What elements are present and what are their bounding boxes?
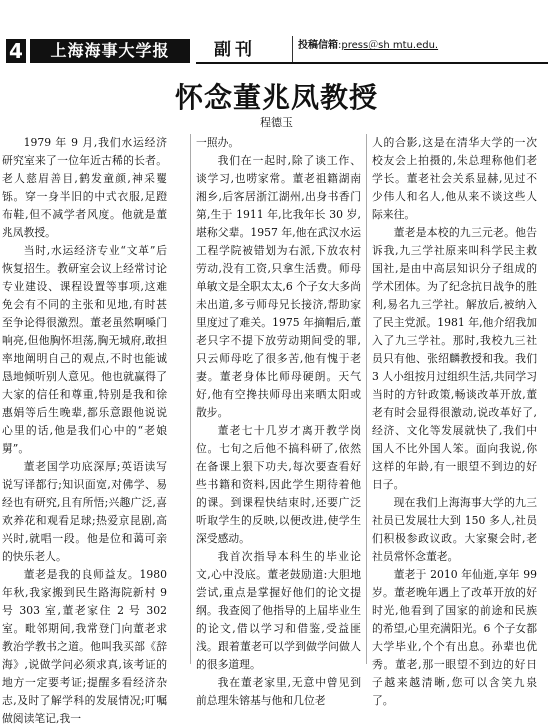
article-author: 程德玉 [260,116,293,129]
paragraph: 我首次指导本科生的毕业论文,心中没底。董老鼓励道:大胆地尝试,重点是掌握好他们的论文提纲。我查阅了他指导的上届毕业生的论文,借以学习和借鉴,受益匪浅。跟着董老可以学到做学问做人的很多道理。 [196,550,361,671]
paragraph: 1979 年 9 月,我们水运经济研究室来了一位年近古稀的长者。老人慈眉善目,鹤发童颜,神采矍铄。穿一身半旧的中式衣服,足蹬布鞋,但不减学者风度。他就是董兆凤教授。 [2,136,167,239]
article-title: 怀念董兆凤教授 [174,81,378,114]
paragraph: 现在我们上海海事大学的九三社员已发展壮大到 150 多人,社员们积极参政议政。大家聚会时,老社员常怀念董老。 [372,496,537,563]
paragraph: 董老是我的良师益友。1980 年秋,我家搬到民生路海院新村 9 号 303 室,董老家住 2 号 302 室。毗邻期间,我常登门向董老求教治学教书之道。他叫我买部《辞海》,说做学问必须求真,该考证的地方一定要考证;提醒多看经济杂志,及时了解学科的发展情况;叮嘱做阅读笔记,我一 [2,568,167,725]
article-column-2 [196,134,361,707]
newspaper-header [0,0,553,70]
article-column-3 [372,134,537,707]
column-divider [190,134,191,664]
paragraph: 我们在一起时,除了谈工作、谈学习,也唠家常。董老祖籍湖南湘乡,后客居浙江湖州,出身书香门第,生于 1911 年,比我年长 30 岁,堪称父辈。1957 年,他在武汉水运工程学院被错划为右派,下放农村劳动,没有工资,只拿生活费。师母单敏文是全职太太,6 个子女大多尚未出道,多亏师母兄长接济,帮助家里度过了难关。1975 年摘帽后,董老只字不提下放劳动期间受的罪,只云师母吃了很多苦,他有愧于老妻。董老身体比师母硬朗。天气好,他有空搀扶师母出来晒太阳或散步。 [196,154,361,419]
contact-email[interactable]: press＠sh mtu.edu. [341,40,439,51]
header-rule [196,62,548,64]
contact-line: 投稿信箱:press＠sh mtu.edu. [298,40,439,51]
paragraph: 一照办。 [196,136,240,149]
article-column-1 [2,134,167,725]
newspaper-logo: 上海海事大学报 [30,39,190,63]
paragraph: 董老国学功底深厚;英语读写说写译都行;知识面宽,对佛学、易经也有研究,且有所悟;兴趣广泛,喜欢养花和观看足球;热爱京昆剧,高兴时,就唱一段。他是位和蔼可亲的快乐老人。 [2,460,167,563]
column-divider [366,134,367,664]
paragraph: 人的合影,这是在清华大学的一次校友会上拍摄的,朱总理称他们老学长。董老社会关系显赫,见过不少伟人和名人,他从来不谈这些人际来往。 [372,136,537,221]
paragraph: 当时,水运经济专业“文革”后恢复招生。教研室会议上经常讨论专业建设、课程设置等事项,这难免会有不同的主张和见地,有时甚至争论得很激烈。董老虽然啊嗓门响亮,但他胸怀坦荡,胸无城府,敢担率地阐明自己的观点,不时也能诚恳地倾听别人意见。他也就赢得了大家的信任和尊重,特别是我和徐惠娟等后生晚辈,都乐意跟他说说心里的话,他是我们心中的“老娘舅”。 [2,244,167,455]
paragraph: 董老于 2010 年仙逝,享年 99 岁。董老晚年遇上了改革开放的好时光,他看到了国家的前途和民族的希望,心里充满阳光。6 个子女都大学毕业,个个有出息。孙辈也优秀。董老,那一眼望不到边的好日子越来越清晰,您可以含笑九泉了。 [372,568,537,707]
paragraph: 董老七十几岁才离开教学岗位。七旬之后他不搞科研了,依然在备课上狠下功夫,每次要查看好些书籍和资料,因此学生期待着他的课。到课程快结束时,还要广泛听取学生的反映,以便改进,使学生深受感动。 [196,424,361,545]
paragraph: 我在董老家里,无意中曾见到前总理朱镕基与他和几位老 [196,676,361,707]
section-title: 副刊 [214,40,256,60]
paragraph: 董老是本校的九三元老。他告诉我,九三学社原来叫科学民主救国社,是由中高层知识分子组成的学术团体。为了纪念抗日战争的胜利,易名九三学社。解放后,被纳入了民主党派。1981 年,他介绍我加入了九三学社。那时,我校九三社员只有他、张绍麟教授和我。我们 3 人小组按月过组织生活,共同学习当时的方针政策,畅谈改革开放,董老有时会显得很激动,说改革好了,经济、文化等发展就快了,我们中国人不比外国人笨。面向我说,你这样的年龄,有一眼望不到边的好日子。 [372,226,537,491]
header-divider [292,36,293,62]
contact-label: 投稿信箱 [298,40,338,51]
page-number: 4 [6,39,26,63]
